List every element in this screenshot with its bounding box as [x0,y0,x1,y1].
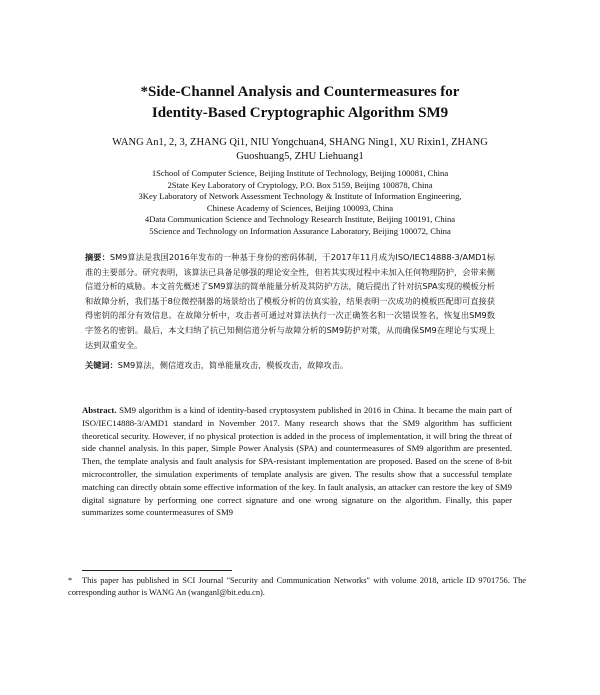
affiliation-5: 5Science and Technology on Information Assurance Laboratory, Beijing 100072, China [149,225,451,236]
chinese-abstract [85,250,495,352]
affiliation-3-cont: Chinese Academy of Sciences, Beijing 100093, China [206,202,394,213]
title-line-1: *Side-Channel Analysis and Countermeasures for [140,84,460,100]
chinese-abstract-text: SM9算法是我国2016年发布的一种基于身份的密码体制，于2017年11月成为ISO/IEC14888-3/AMD1标准的主要部分。研究表明，该算法已具备足够强的理论安全性，但若其实现过程中未加入任何物理防护，会带来侧信道分析的威胁。本文首先概述了SM9算法的简单能量分析及其防护方法，随后提出了针对抗SPA实现的模板分析和故障分析，我们基于8位微控制器的场景给出了模板分析的仿真实验，结果表明一次成功的模板匹配即可直接获得密钥的部分有效信息。在故障分析中，攻击者可通过对算法执行一次正确签名和一次错误签名，恢复出SM9数字签名的密钥。最后，本文归纳了抗已知侧信道分析与故障分析的SM9防护对策，从而确保SM9在理论与实现上达到双重安全。 [85,252,495,350]
footnote-rule [82,570,232,571]
chinese-keywords [85,358,495,373]
paper-title [60,82,540,124]
english-abstract [82,404,512,519]
affiliation-4: 4Data Communication Science and Technology Research Institute, Beijing 100191, China [144,214,456,225]
chinese-abstract-label: 摘要： [85,252,110,262]
author-list [50,136,550,164]
footnote [68,575,526,598]
affiliation-2: 2State Key Laboratory of Cryptology, P.O. Box 5159, Beijing 100878, China [167,179,433,190]
author-line-1: WANG An1, 2, 3, ZHANG Qi1, NIU Yongchuan4, SHANG Ning1, XU Rixin1, ZHANG [112,137,488,148]
author-line-2: Guoshuang5, ZHU Liehuang1 [236,151,364,162]
english-abstract-label: Abstract. [82,405,117,415]
chinese-keywords-label: 关键词： [85,360,118,370]
affiliation-1: 1School of Computer Science, Beijing Institute of Technology, Beijing 100081, China [151,168,449,178]
footnote-marker: * [68,576,73,585]
affiliation-3: 3Key Laboratory of Network Assessment Technology & Institute of Information Engineering, [138,191,462,202]
english-abstract-text: SM9 algorithm is a kind of identity-based cryptosystem published in 2016 in China. It became the main part of ISO/IEC14888-3/AMD1 standard in November 2017. Many research shows that the SM9 algorithm has sufficient theoretical security. However, if no physical protection is added in the process of implementation, it will bring the threat of side channel analysis. In this paper, Simple Power Analysis (SPA) and countermeasures of SM9 algorithm are presented. Then, the template analysis and fault analysis for SPA-resistant implementation are proposed. Based on the scene of 8-bit microcontroller, the simulation experiments of template analysis are given. The results show that a successful template matching can directly obtain some effective information of the key. In fault analysis, an attacker can restore the key of SM9 digital signature by performing one correct signature and one wrong signature on the algorithm. Finally, this paper summarizes some countermeasures of SM9 [82,405,512,518]
chinese-keywords-text: SM9算法，侧信道攻击，简单能量攻击，模板攻击，故障攻击。 [117,360,349,370]
footnote-text: This paper has published in SCI Journal "Security and Communication Networks" with volume 2018, article ID 9701756. The corresponding author is WANG An (wanganl@bit.edu.cn). [68,576,526,597]
title-line-2: Identity-Based Cryptographic Algorithm SM9 [151,105,449,121]
affiliations [60,168,540,238]
